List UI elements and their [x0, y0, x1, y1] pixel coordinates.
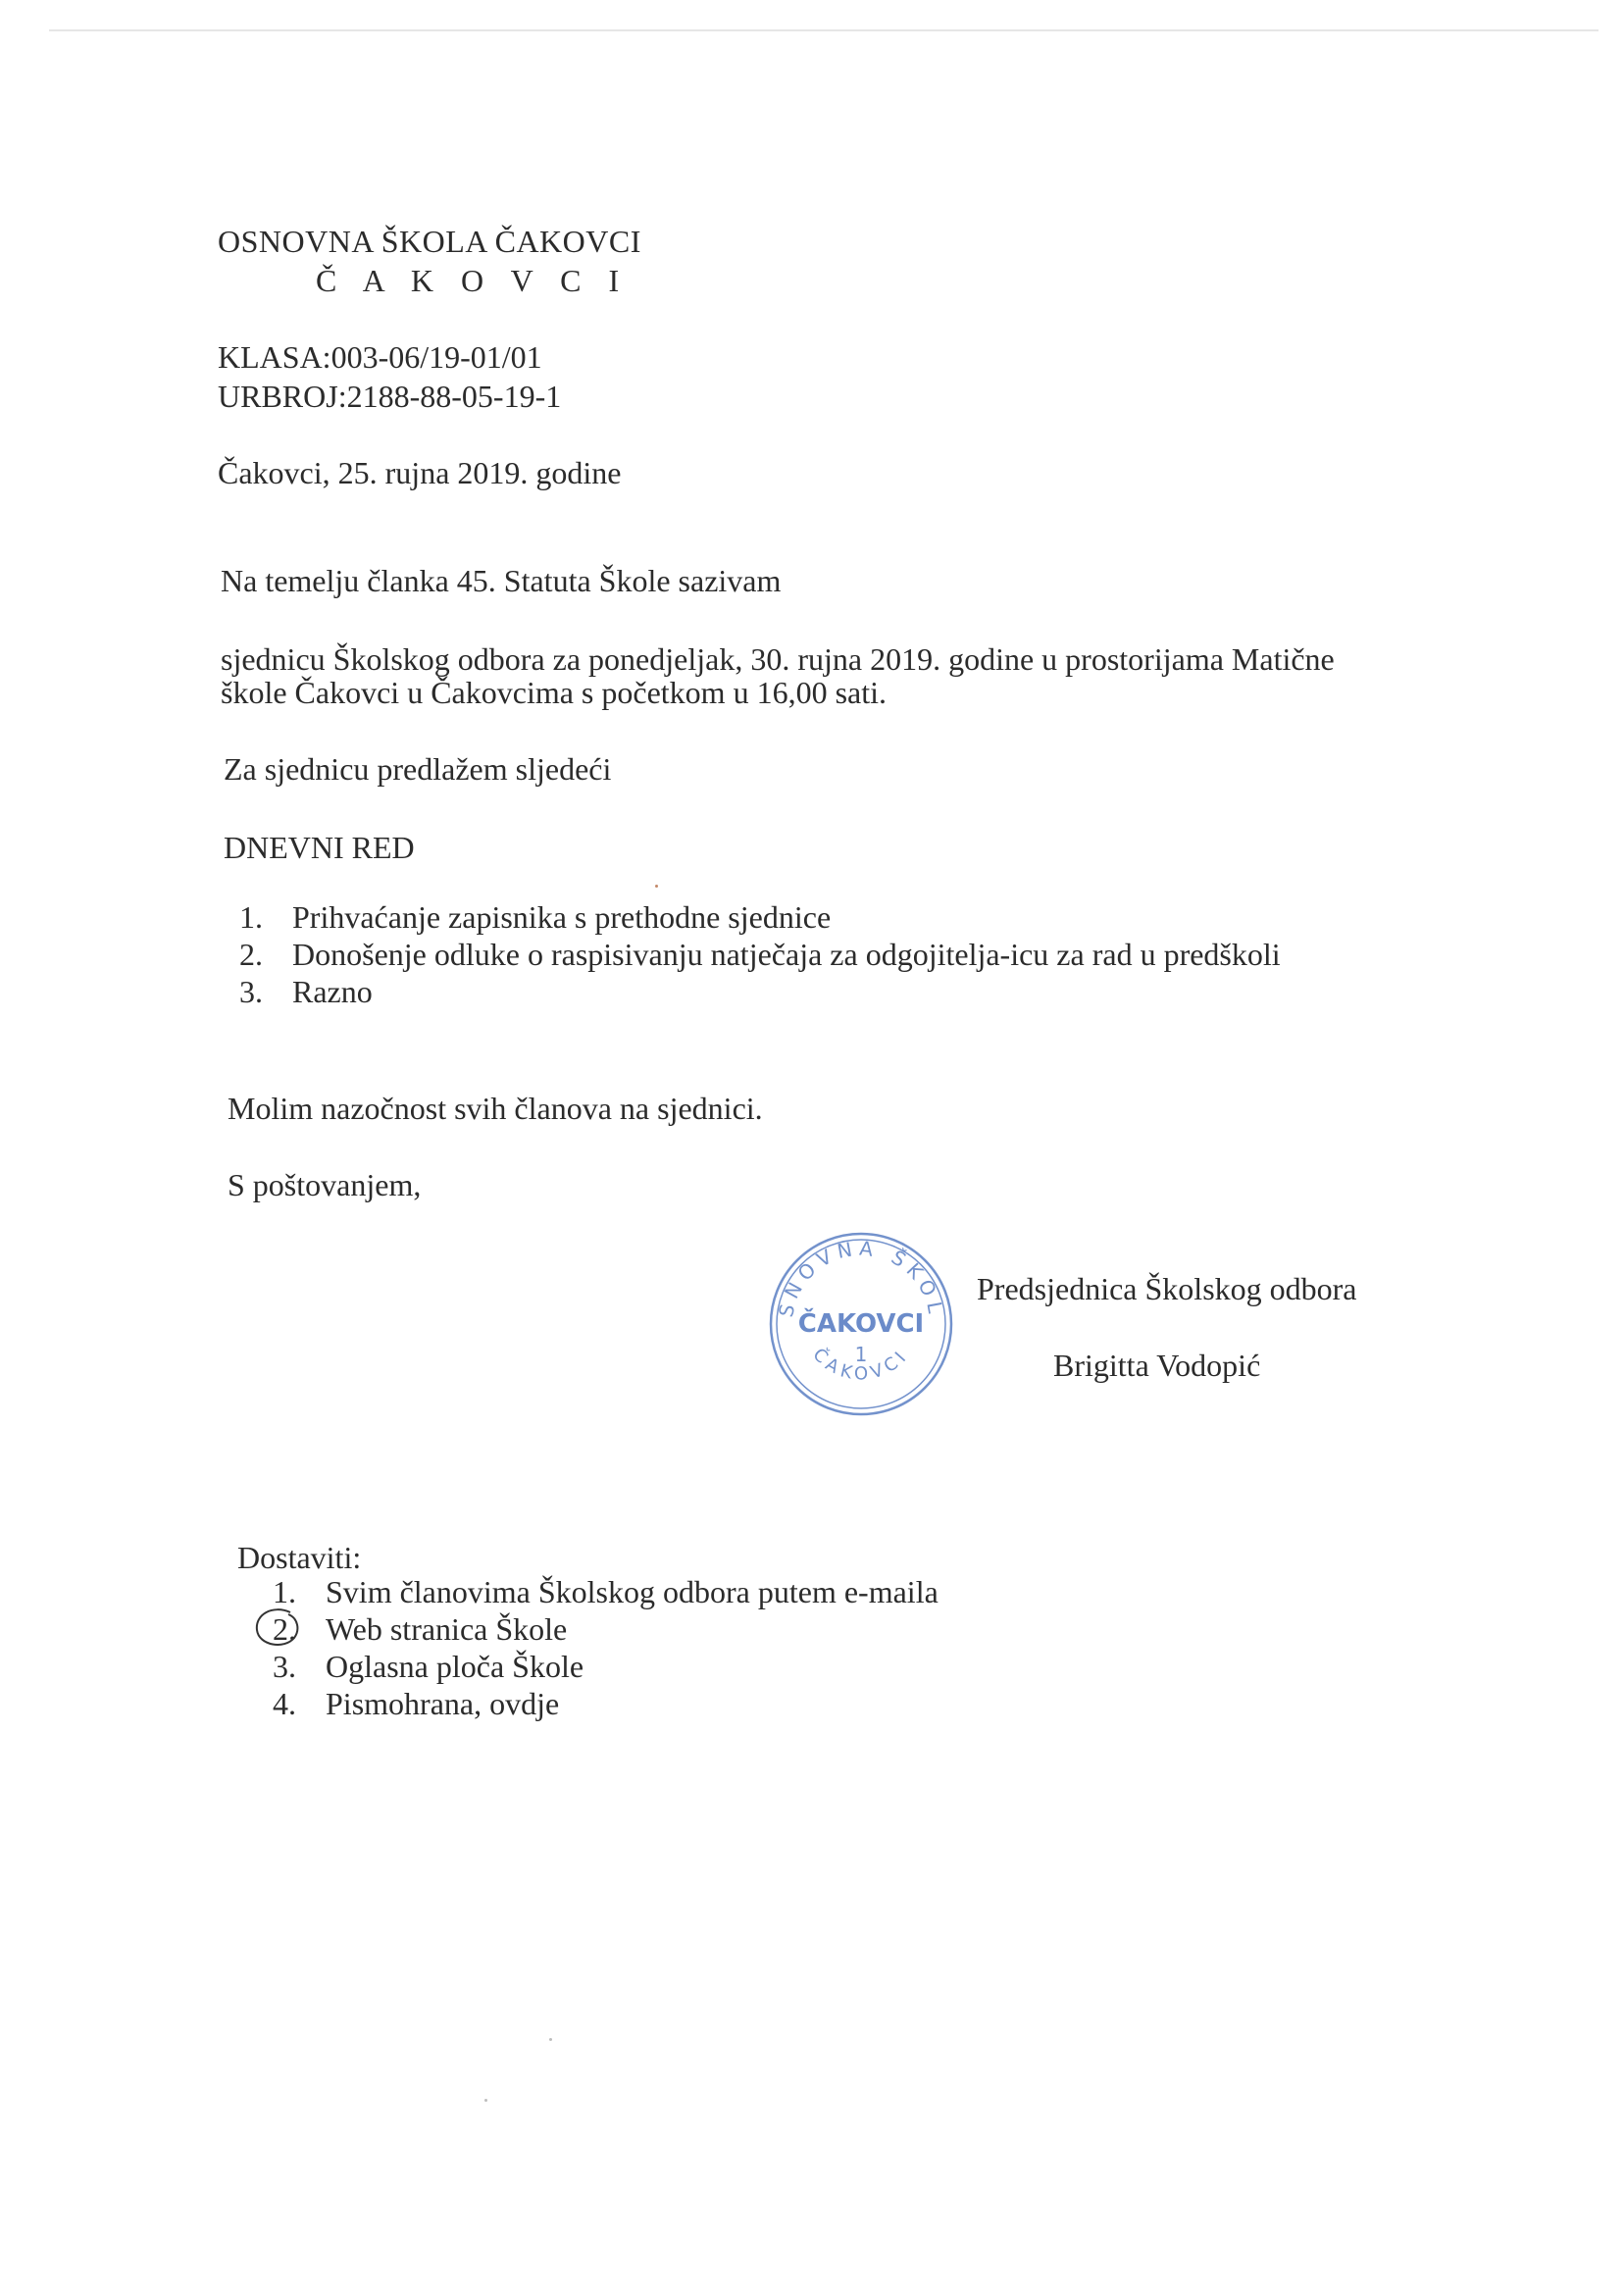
agenda-item	[224, 898, 1400, 936]
scan-speck	[655, 885, 658, 888]
agenda-item-text: Donošenje odluke o raspisivanju natječaja za odgojitelja-icu za rad u predškoli	[292, 937, 1281, 972]
stamp-top-arc: SNOVNA ŠKOL	[774, 1236, 949, 1321]
distribution-item-number: 3.	[273, 1649, 296, 1684]
distribution-item	[257, 1573, 1238, 1610]
school-city: Č A K O V C I	[316, 263, 630, 298]
signatory-name: Brigitta Vodopić	[1053, 1348, 1261, 1383]
handwritten-circle-mark	[251, 1605, 306, 1652]
agenda-list	[224, 898, 1400, 1010]
agenda-item-number: 1.	[239, 899, 263, 935]
school-stamp	[763, 1226, 959, 1422]
agenda-item-number: 3.	[239, 974, 263, 1009]
distribution-item-number: 2.	[273, 1611, 296, 1647]
stamp-seal-graphic	[763, 1226, 959, 1422]
attendance-request: Molim nazočnost svih članova na sjednici.	[228, 1091, 763, 1126]
convocation-line-2: škole Čakovci u Čakovcima s početkom u 16,00 sati.	[221, 675, 887, 710]
distribution-item	[257, 1648, 1238, 1685]
distribution-item-text: Svim članovima Školskog odbora putem e-maila	[326, 1574, 939, 1609]
closing-salutation: S poštovanjem,	[228, 1167, 422, 1202]
stamp-center-text: ČAKOVCI	[797, 1309, 925, 1339]
scan-speck	[549, 2038, 552, 2041]
scan-speck	[484, 2099, 487, 2102]
distribution-item-text: Pismohrana, ovdje	[326, 1686, 560, 1721]
document-date: Čakovci, 25. rujna 2019. godine	[218, 455, 622, 490]
scan-edge-line	[49, 29, 1599, 31]
agenda-item-number: 2.	[239, 937, 263, 972]
distribution-item	[257, 1685, 1238, 1722]
klasa-number: KLASA:003-06/19-01/01	[218, 339, 542, 375]
agenda-item-text: Prihvaćanje zapisnika s prethodne sjednice	[292, 899, 832, 935]
svg-text:OSNOVNA ŠKOLA	[763, 1226, 948, 1321]
distribution-item-text: Web stranica Škole	[326, 1611, 568, 1647]
convocation-line-1: sjednicu Školskog odbora za ponedjeljak, 30. rujna 2019. godine u prostorijama Matične	[221, 641, 1335, 677]
intro-paragraph: Na temelju članka 45. Statuta Škole sazivam	[221, 563, 782, 598]
distribution-item	[257, 1610, 1238, 1648]
stamp-bottom-arc: ČAKOVCI	[808, 1344, 914, 1385]
stamp-number: 1	[854, 1343, 868, 1366]
agenda-item	[224, 973, 1400, 1010]
distribution-title: Dostaviti:	[237, 1540, 362, 1575]
urbroj-number: URBROJ:2188-88-05-19-1	[218, 379, 562, 414]
school-name: OSNOVNA ŠKOLA ČAKOVCI	[218, 224, 641, 259]
proposal-line: Za sjednicu predlažem sljedeći	[224, 751, 612, 787]
distribution-item-number: 1.	[273, 1574, 296, 1609]
agenda-item	[224, 936, 1400, 973]
signatory-role: Predsjednica Školskog odbora	[977, 1271, 1357, 1306]
agenda-item-text: Razno	[292, 974, 373, 1009]
distribution-item-text: Oglasna ploča Škole	[326, 1649, 584, 1684]
distribution-list	[257, 1573, 1238, 1722]
agenda-title: DNEVNI RED	[224, 830, 415, 865]
distribution-item-number: 4.	[273, 1686, 296, 1721]
